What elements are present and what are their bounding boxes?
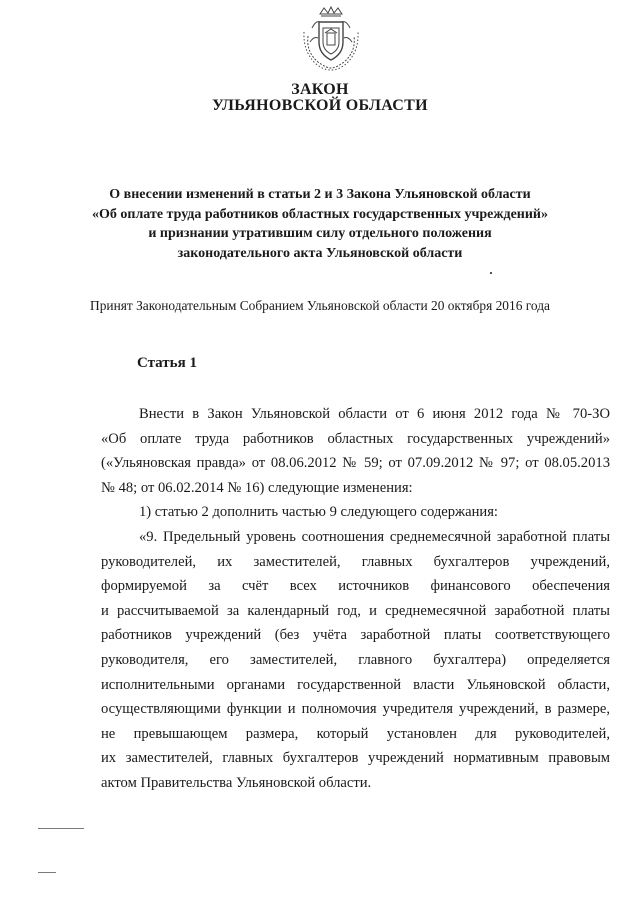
adoption-note: Принят Законодательным Собранием Ульяновской области 20 октября 2016 года bbox=[90, 298, 550, 313]
body-line: исполнительными органами государственной власти Ульяновской области, bbox=[101, 676, 610, 693]
subject-line: законодательного акта Ульяновской области bbox=[177, 245, 463, 261]
scan-dot bbox=[490, 272, 492, 274]
subject-line: и признании утратившим силу отдельного положения bbox=[148, 226, 492, 241]
body-line: «9. Предельный уровень соотношения среднемесячной заработной платы bbox=[139, 528, 610, 545]
subject-line: О внесении изменений в статьи 2 и 3 Закона Ульяновской области bbox=[109, 187, 531, 202]
body-line: («Ульяновская правда» от 08.06.2012 № 59; от 07.09.2012 № 97; от 08.05.2013 bbox=[101, 455, 610, 472]
coat-of-arms-icon bbox=[300, 6, 362, 72]
body-line: Внести в Закон Ульяновской области от 6 июня 2012 года № 70-ЗО bbox=[139, 406, 610, 422]
body-line: 1) статью 2 дополнить частью 9 следующего содержания: bbox=[139, 504, 498, 521]
article-body bbox=[101, 402, 610, 796]
body-line: формируемой за счёт всех источников финансового обеспечения bbox=[101, 578, 610, 595]
body-line: руководителей, их заместителей, главных бухгалтеров учреждений, bbox=[101, 553, 610, 570]
body-line: руководителя, его заместителей, главного бухгалтера) определяется bbox=[101, 651, 610, 668]
footer-scan-mark bbox=[38, 828, 84, 829]
body-line: актом Правительства Ульяновской области. bbox=[101, 774, 372, 791]
body-line: «Об оплате труда работников областных государственных учреждений» bbox=[101, 430, 610, 447]
law-title-line2: УЛЬЯНОВСКОЙ ОБЛАСТИ bbox=[212, 97, 428, 114]
body-line: их заместителей, главных бухгалтеров учреждений нормативным правовым bbox=[101, 750, 610, 767]
subject-line: «Об оплате труда работников областных государственных учреждений» bbox=[92, 206, 548, 222]
footer-scan-mark bbox=[38, 872, 56, 873]
emblem-graphic bbox=[300, 6, 362, 72]
law-subject bbox=[0, 185, 640, 263]
body-line: № 48; от 06.02.2014 № 16) следующие изменения: bbox=[101, 479, 413, 496]
body-line: и рассчитываемой за календарный год, и среднемесячной заработной платы bbox=[101, 602, 610, 619]
article-title: Статья 1 bbox=[137, 355, 197, 371]
law-title-line1: ЗАКОН bbox=[291, 81, 349, 98]
body-line: осуществляющими функции и полномочия учредителя учреждений, в размере, bbox=[101, 701, 610, 718]
body-line: не превышающем размера, который установлен для руководителей, bbox=[101, 725, 610, 742]
body-line: работников учреждений (без учёта заработной платы соответствующего bbox=[101, 627, 610, 644]
